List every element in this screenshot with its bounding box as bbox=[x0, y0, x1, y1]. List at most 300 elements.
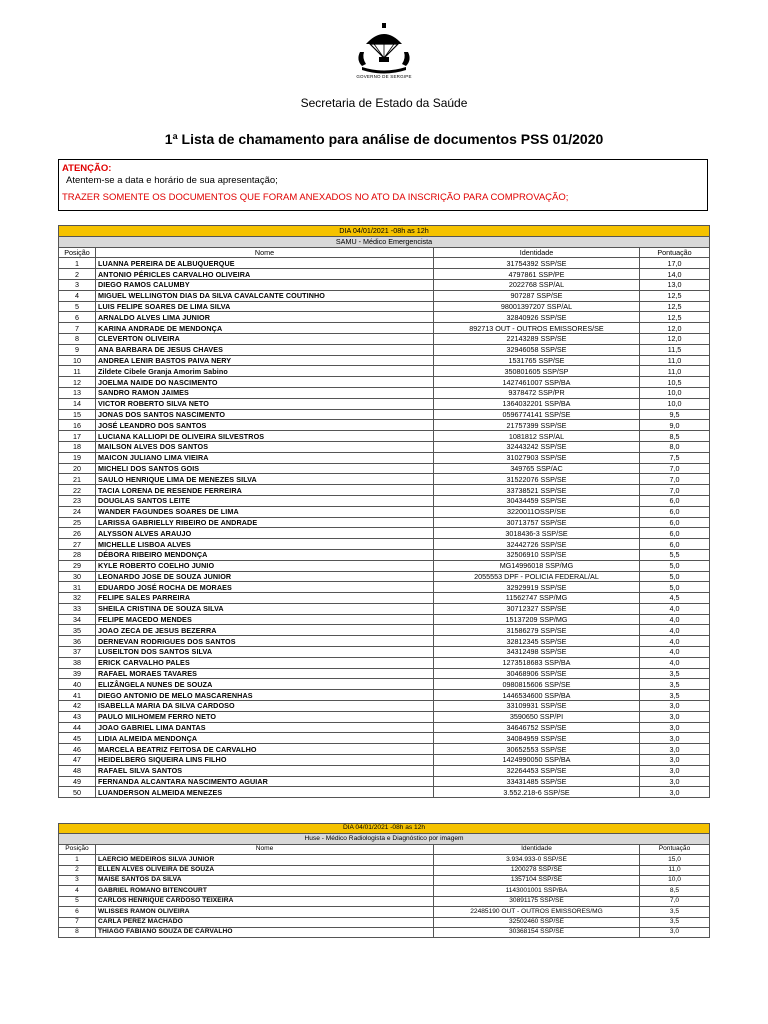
cell-identidade: 32506910 SSP/SE bbox=[434, 549, 640, 560]
cell-nome: LUCIANA KALLIOPI DE OLIVEIRA SILVESTROS bbox=[96, 431, 434, 442]
cell-identidade: 15137209 SSP/MG bbox=[434, 614, 640, 625]
table-row bbox=[59, 506, 710, 517]
cell-identidade: 11562747 SSP/MG bbox=[434, 593, 640, 604]
cell-posicao: 7 bbox=[59, 917, 96, 927]
table-row bbox=[59, 279, 710, 290]
cell-nome: DIEGO RAMOS CALUMBY bbox=[96, 279, 434, 290]
table-row bbox=[59, 668, 710, 679]
cell-posicao: 41 bbox=[59, 690, 96, 701]
cell-pontuacao: 8,5 bbox=[640, 431, 710, 442]
cell-nome: JONAS DOS SANTOS NASCIMENTO bbox=[96, 409, 434, 420]
cell-nome: MAILSON ALVES DOS SANTOS bbox=[96, 441, 434, 452]
samu-table bbox=[58, 225, 710, 798]
cell-pontuacao: 10,0 bbox=[640, 875, 710, 885]
cell-posicao: 13 bbox=[59, 387, 96, 398]
day-header-row bbox=[59, 226, 710, 237]
cell-identidade: 30712327 SSP/SE bbox=[434, 603, 640, 614]
cell-nome: GABRIEL ROMANO BITENCOURT bbox=[96, 886, 434, 896]
cell-identidade: 1273518683 SSP/BA bbox=[434, 657, 640, 668]
cell-nome: LARISSA GABRIELLY RIBEIRO DE ANDRADE bbox=[96, 517, 434, 528]
cell-nome: LAERCIO MEDEIROS SILVA JUNIOR bbox=[96, 855, 434, 865]
specialty-header-row bbox=[59, 236, 710, 247]
table-row bbox=[59, 495, 710, 506]
cell-nome: WLISSES RAMON OLIVEIRA bbox=[96, 907, 434, 917]
cell-pontuacao: 3,0 bbox=[640, 711, 710, 722]
cell-posicao: 33 bbox=[59, 603, 96, 614]
cell-pontuacao: 5,0 bbox=[640, 571, 710, 582]
cell-identidade: 32929919 SSP/SE bbox=[434, 582, 640, 593]
cell-pontuacao: 12,0 bbox=[640, 333, 710, 344]
table-row bbox=[59, 647, 710, 658]
cell-nome: DOUGLAS SANTOS LEITE bbox=[96, 495, 434, 506]
cell-pontuacao: 9,0 bbox=[640, 420, 710, 431]
cell-identidade: 3220011OSSP/SE bbox=[434, 506, 640, 517]
cell-identidade: 3018436-3 SSP/SE bbox=[434, 528, 640, 539]
cell-nome: ALYSSON ALVES ARAUJO bbox=[96, 528, 434, 539]
table-row bbox=[59, 409, 710, 420]
table-row bbox=[59, 290, 710, 301]
cell-pontuacao: 3,0 bbox=[640, 701, 710, 712]
cell-pontuacao: 4,0 bbox=[640, 636, 710, 647]
cell-pontuacao: 12,5 bbox=[640, 290, 710, 301]
cell-posicao: 32 bbox=[59, 593, 96, 604]
cell-posicao: 27 bbox=[59, 539, 96, 550]
cell-pontuacao: 3,5 bbox=[640, 668, 710, 679]
cell-nome: DIEGO ANTONIO DE MELO MASCARENHAS bbox=[96, 690, 434, 701]
cell-posicao: 28 bbox=[59, 549, 96, 560]
cell-pontuacao: 4,0 bbox=[640, 657, 710, 668]
cell-pontuacao: 7,0 bbox=[640, 474, 710, 485]
cell-posicao: 6 bbox=[59, 907, 96, 917]
cell-pontuacao: 7,0 bbox=[640, 485, 710, 496]
cell-identidade: 2022768 SSP/AL bbox=[434, 279, 640, 290]
cell-nome: ARNALDO ALVES LIMA JUNIOR bbox=[96, 312, 434, 323]
cell-posicao: 34 bbox=[59, 614, 96, 625]
table-row bbox=[59, 377, 710, 388]
cell-nome: FERNANDA ALCANTARA NASCIMENTO AGUIAR bbox=[96, 776, 434, 787]
day-header-row bbox=[59, 824, 710, 834]
cell-identidade: 34084959 SSP/SE bbox=[434, 733, 640, 744]
cell-posicao: 8 bbox=[59, 333, 96, 344]
table-row bbox=[59, 344, 710, 355]
cell-nome: LUANDERSON ALMEIDA MENEZES bbox=[96, 787, 434, 798]
cell-identidade: 34646752 SSP/SE bbox=[434, 722, 640, 733]
cell-posicao: 4 bbox=[59, 886, 96, 896]
cell-posicao: 47 bbox=[59, 755, 96, 766]
cell-nome: SHEILA CRISTINA DE SOUZA SILVA bbox=[96, 603, 434, 614]
cell-posicao: 49 bbox=[59, 776, 96, 787]
table-row bbox=[59, 301, 710, 312]
table-row bbox=[59, 690, 710, 701]
secretaria-heading: Secretaria de Estado da Saúde bbox=[300, 96, 468, 110]
cell-posicao: 10 bbox=[59, 355, 96, 366]
cell-pontuacao: 3,0 bbox=[640, 765, 710, 776]
cell-nome: HEIDELBERG SIQUEIRA LINS FILHO bbox=[96, 755, 434, 766]
table-row bbox=[59, 582, 710, 593]
cell-nome: RAFAEL SILVA SANTOS bbox=[96, 765, 434, 776]
table-row bbox=[59, 474, 710, 485]
cell-posicao: 19 bbox=[59, 452, 96, 463]
cell-nome: LEONARDO JOSE DE SOUZA JUNIOR bbox=[96, 571, 434, 582]
cell-pontuacao: 6,0 bbox=[640, 517, 710, 528]
table-row bbox=[59, 603, 710, 614]
cell-nome: ANDREA LENIR BASTOS PAIVA NERY bbox=[96, 355, 434, 366]
cell-identidade: 30468906 SSP/SE bbox=[434, 668, 640, 679]
attention-label: ATENÇÃO: bbox=[62, 163, 112, 174]
cell-pontuacao: 13,0 bbox=[640, 279, 710, 290]
specialty-header: Huse - Médico Radiologista e Diagnóstico por imagem bbox=[59, 834, 710, 844]
cell-identidade: 30368154 SSP/SE bbox=[434, 927, 640, 937]
column-header-row bbox=[59, 844, 710, 854]
cell-posicao: 43 bbox=[59, 711, 96, 722]
day-header: DIA 04/01/2021 -08h as 12h bbox=[59, 824, 710, 834]
cell-posicao: 31 bbox=[59, 582, 96, 593]
cell-pontuacao: 14,0 bbox=[640, 269, 710, 280]
cell-pontuacao: 3,0 bbox=[640, 755, 710, 766]
cell-posicao: 37 bbox=[59, 647, 96, 658]
table-row bbox=[59, 927, 710, 937]
cell-identidade: 907287 SSP/SE bbox=[434, 290, 640, 301]
cell-nome: ELLEN ALVES OLIVEIRA DE SOUZA bbox=[96, 865, 434, 875]
cell-identidade: 1531765 SSP/SE bbox=[434, 355, 640, 366]
column-header-identidade: Identidade bbox=[434, 844, 640, 854]
cell-identidade: 33109931 SSP/SE bbox=[434, 701, 640, 712]
table-row bbox=[59, 485, 710, 496]
cell-posicao: 3 bbox=[59, 875, 96, 885]
cell-nome: SANDRO RAMON JAIMES bbox=[96, 387, 434, 398]
cell-identidade: 33738521 SSP/SE bbox=[434, 485, 640, 496]
cell-identidade: 32443242 SSP/SE bbox=[434, 441, 640, 452]
cell-nome: THIAGO FABIANO SOUZA DE CARVALHO bbox=[96, 927, 434, 937]
cell-posicao: 46 bbox=[59, 744, 96, 755]
cell-identidade: 30434459 SSP/SE bbox=[434, 495, 640, 506]
cell-identidade: 32264453 SSP/SE bbox=[434, 765, 640, 776]
cell-posicao: 2 bbox=[59, 865, 96, 875]
cell-posicao: 12 bbox=[59, 377, 96, 388]
cell-pontuacao: 12,0 bbox=[640, 323, 710, 334]
cell-posicao: 5 bbox=[59, 301, 96, 312]
table-row bbox=[59, 776, 710, 787]
cell-nome: MAISE SANTOS DA SILVA bbox=[96, 875, 434, 885]
cell-identidade: 1427461007 SSP/BA bbox=[434, 377, 640, 388]
column-header-row bbox=[59, 247, 710, 258]
cell-nome: KARINA ANDRADE DE MENDONÇA bbox=[96, 323, 434, 334]
cell-pontuacao: 8,0 bbox=[640, 441, 710, 452]
cell-nome: CARLOS HENRIQUE CARDOSO TEIXEIRA bbox=[96, 896, 434, 906]
attention-notice bbox=[58, 159, 708, 211]
cell-nome: WANDER FAGUNDES SOARES DE LIMA bbox=[96, 506, 434, 517]
table-row bbox=[59, 366, 710, 377]
cell-identidade: 98001397207 SSP/AL bbox=[434, 301, 640, 312]
cell-pontuacao: 8,5 bbox=[640, 886, 710, 896]
column-header-pontuacao: Pontuação bbox=[640, 844, 710, 854]
cell-nome: LUIS FELIPE SOARES DE LIMA SILVA bbox=[96, 301, 434, 312]
table-row bbox=[59, 571, 710, 582]
cell-posicao: 30 bbox=[59, 571, 96, 582]
table-row bbox=[59, 917, 710, 927]
table-row bbox=[59, 755, 710, 766]
table-row bbox=[59, 560, 710, 571]
cell-pontuacao: 5,0 bbox=[640, 582, 710, 593]
cell-identidade: 350801605 SSP/SP bbox=[434, 366, 640, 377]
table-row bbox=[59, 323, 710, 334]
documents-warning: TRAZER SOMENTE OS DOCUMENTOS QUE FORAM ANEXADOS NO ATO DA INSCRIÇÃO PARA COMPROVAÇÃO; bbox=[62, 192, 569, 203]
cell-pontuacao: 3,0 bbox=[640, 744, 710, 755]
cell-posicao: 9 bbox=[59, 344, 96, 355]
cell-pontuacao: 10,0 bbox=[640, 387, 710, 398]
column-header-pontuacao: Pontuação bbox=[640, 247, 710, 258]
table-row bbox=[59, 722, 710, 733]
cell-nome: JOSÉ LEANDRO DOS SANTOS bbox=[96, 420, 434, 431]
cell-posicao: 50 bbox=[59, 787, 96, 798]
cell-posicao: 25 bbox=[59, 517, 96, 528]
cell-identidade: 3.934.933-0 SSP/SE bbox=[434, 855, 640, 865]
cell-nome: PAULO MILHOMEM FERRO NETO bbox=[96, 711, 434, 722]
cell-identidade: 32946058 SSP/SE bbox=[434, 344, 640, 355]
table-row bbox=[59, 701, 710, 712]
cell-posicao: 22 bbox=[59, 485, 96, 496]
cell-pontuacao: 3,5 bbox=[640, 679, 710, 690]
cell-nome: JOAO GABRIEL LIMA DANTAS bbox=[96, 722, 434, 733]
cell-pontuacao: 3,5 bbox=[640, 690, 710, 701]
table-row bbox=[59, 657, 710, 668]
cell-pontuacao: 6,0 bbox=[640, 528, 710, 539]
table-row bbox=[59, 787, 710, 798]
cell-pontuacao: 4,5 bbox=[640, 593, 710, 604]
cell-nome: ANTONIO PÉRICLES CARVALHO OLIVEIRA bbox=[96, 269, 434, 280]
cell-pontuacao: 11,0 bbox=[640, 355, 710, 366]
cell-nome: MAICON JULIANO LIMA VIEIRA bbox=[96, 452, 434, 463]
table-row bbox=[59, 528, 710, 539]
cell-nome: MIGUEL WELLINGTON DIAS DA SILVA CAVALCANTE COUTINHO bbox=[96, 290, 434, 301]
table-row bbox=[59, 269, 710, 280]
cell-posicao: 15 bbox=[59, 409, 96, 420]
cell-identidade: 1364032201 SSP/BA bbox=[434, 398, 640, 409]
table-row bbox=[59, 452, 710, 463]
cell-nome: VICTOR ROBERTO SILVA NETO bbox=[96, 398, 434, 409]
cell-posicao: 1 bbox=[59, 258, 96, 269]
cell-pontuacao: 7,5 bbox=[640, 452, 710, 463]
table-row bbox=[59, 463, 710, 474]
table-row bbox=[59, 355, 710, 366]
cell-identidade: 1081812 SSP/AL bbox=[434, 431, 640, 442]
table-row bbox=[59, 333, 710, 344]
cell-posicao: 38 bbox=[59, 657, 96, 668]
table-row bbox=[59, 907, 710, 917]
cell-identidade: 1357104 SSP/SE bbox=[434, 875, 640, 885]
cell-pontuacao: 11,0 bbox=[640, 865, 710, 875]
cell-posicao: 39 bbox=[59, 668, 96, 679]
cell-nome: KYLE ROBERTO COELHO JUNIO bbox=[96, 560, 434, 571]
cell-pontuacao: 10,5 bbox=[640, 377, 710, 388]
cell-identidade: 31522076 SSP/SE bbox=[434, 474, 640, 485]
cell-posicao: 3 bbox=[59, 279, 96, 290]
cell-posicao: 24 bbox=[59, 506, 96, 517]
cell-posicao: 16 bbox=[59, 420, 96, 431]
cell-nome: ELIZÂNGELA NUNES DE SOUZA bbox=[96, 679, 434, 690]
huse-table bbox=[58, 823, 710, 938]
cell-posicao: 2 bbox=[59, 269, 96, 280]
table-row bbox=[59, 593, 710, 604]
cell-identidade: 34312498 SSP/SE bbox=[434, 647, 640, 658]
cell-identidade: 4797861 SSP/PE bbox=[434, 269, 640, 280]
cell-pontuacao: 4,0 bbox=[640, 647, 710, 658]
cell-identidade: 32812345 SSP/SE bbox=[434, 636, 640, 647]
cell-identidade: 1446534600 SSP/BA bbox=[434, 690, 640, 701]
cell-nome: SAULO HENRIQUE LIMA DE MENEZES SILVA bbox=[96, 474, 434, 485]
cell-pontuacao: 6,0 bbox=[640, 539, 710, 550]
cell-identidade: 0596774141 SSP/SE bbox=[434, 409, 640, 420]
cell-pontuacao: 3,0 bbox=[640, 722, 710, 733]
cell-pontuacao: 6,0 bbox=[640, 506, 710, 517]
cell-nome: FELIPE MACEDO MENDES bbox=[96, 614, 434, 625]
cell-pontuacao: 11,5 bbox=[640, 344, 710, 355]
cell-pontuacao: 7,0 bbox=[640, 463, 710, 474]
sergipe-coat-of-arms-icon bbox=[352, 22, 416, 74]
cell-pontuacao: 3,5 bbox=[640, 917, 710, 927]
specialty-header: SAMU - Médico Emergencista bbox=[59, 236, 710, 247]
cell-identidade: 21757399 SSP/SE bbox=[434, 420, 640, 431]
cell-posicao: 5 bbox=[59, 896, 96, 906]
cell-identidade: 22485190 OUT - OUTROS EMISSORES/MG bbox=[434, 907, 640, 917]
column-header-nome: Nome bbox=[96, 844, 434, 854]
cell-nome: JOAO ZECA DE JESUS BEZERRA bbox=[96, 625, 434, 636]
column-header-nome: Nome bbox=[96, 247, 434, 258]
column-header-posicao: Posição bbox=[59, 247, 96, 258]
cell-pontuacao: 9,5 bbox=[640, 409, 710, 420]
list-title: 1ª Lista de chamamento para análise de documentos PSS 01/2020 bbox=[164, 131, 604, 147]
cell-pontuacao: 7,0 bbox=[640, 896, 710, 906]
cell-pontuacao: 15,0 bbox=[640, 855, 710, 865]
cell-posicao: 29 bbox=[59, 560, 96, 571]
cell-nome: CARLA PEREZ MACHADO bbox=[96, 917, 434, 927]
table-row bbox=[59, 539, 710, 550]
cell-posicao: 26 bbox=[59, 528, 96, 539]
cell-pontuacao: 3,0 bbox=[640, 776, 710, 787]
cell-nome: LIDIA ALMEIDA MENDONÇA bbox=[96, 733, 434, 744]
cell-pontuacao: 3,0 bbox=[640, 787, 710, 798]
table-row bbox=[59, 258, 710, 269]
cell-identidade: 2055553 DPF - POLICIA FEDERAL/AL bbox=[434, 571, 640, 582]
cell-identidade: 30713757 SSP/SE bbox=[434, 517, 640, 528]
cell-identidade: 1424990050 SSP/BA bbox=[434, 755, 640, 766]
cell-identidade: 32442726 SSP/SE bbox=[434, 539, 640, 550]
cell-pontuacao: 10,0 bbox=[640, 398, 710, 409]
cell-pontuacao: 5,5 bbox=[640, 549, 710, 560]
table-row bbox=[59, 744, 710, 755]
cell-nome: CLEVERTON OLIVEIRA bbox=[96, 333, 434, 344]
column-header-posicao: Posição bbox=[59, 844, 96, 854]
cell-pontuacao: 4,0 bbox=[640, 603, 710, 614]
cell-nome: ANA BARBARA DE JESUS CHAVES bbox=[96, 344, 434, 355]
cell-identidade: 30891175 SSP/SE bbox=[434, 896, 640, 906]
cell-pontuacao: 12,5 bbox=[640, 301, 710, 312]
table-row bbox=[59, 636, 710, 647]
cell-posicao: 42 bbox=[59, 701, 96, 712]
table-row bbox=[59, 441, 710, 452]
cell-identidade: 33431485 SSP/SE bbox=[434, 776, 640, 787]
table-row bbox=[59, 875, 710, 885]
table-row bbox=[59, 614, 710, 625]
cell-pontuacao: 3,0 bbox=[640, 733, 710, 744]
specialty-header-row bbox=[59, 834, 710, 844]
cell-posicao: 6 bbox=[59, 312, 96, 323]
cell-posicao: 21 bbox=[59, 474, 96, 485]
cell-pontuacao: 6,0 bbox=[640, 495, 710, 506]
cell-identidade: 31754392 SSP/SE bbox=[434, 258, 640, 269]
cell-posicao: 44 bbox=[59, 722, 96, 733]
cell-posicao: 11 bbox=[59, 366, 96, 377]
cell-nome: Zildete Cibele Granja Amorim Sabino bbox=[96, 366, 434, 377]
cell-posicao: 35 bbox=[59, 625, 96, 636]
cell-identidade: 30652553 SSP/SE bbox=[434, 744, 640, 755]
cell-nome: DÉBORA RIBEIRO MENDONÇA bbox=[96, 549, 434, 560]
cell-nome: FELIPE SALES PARREIRA bbox=[96, 593, 434, 604]
cell-posicao: 7 bbox=[59, 323, 96, 334]
cell-nome: LUANNA PEREIRA DE ALBUQUERQUE bbox=[96, 258, 434, 269]
cell-identidade: 22143289 SSP/SE bbox=[434, 333, 640, 344]
cell-identidade: 32840926 SSP/SE bbox=[434, 312, 640, 323]
cell-pontuacao: 5,0 bbox=[640, 560, 710, 571]
cell-pontuacao: 4,0 bbox=[640, 625, 710, 636]
cell-nome: MICHELI DOS SANTOS GOIS bbox=[96, 463, 434, 474]
cell-identidade: MG14996018 SSP/MG bbox=[434, 560, 640, 571]
table-row bbox=[59, 420, 710, 431]
cell-nome: DERNEVAN RODRIGUES DOS SANTOS bbox=[96, 636, 434, 647]
cell-identidade: 349765 SSP/AC bbox=[434, 463, 640, 474]
cell-identidade: 3.552.218-6 SSP/SE bbox=[434, 787, 640, 798]
cell-posicao: 36 bbox=[59, 636, 96, 647]
attention-text: Atentem-se a data e horário de sua apresentação; bbox=[66, 175, 278, 186]
table-row bbox=[59, 625, 710, 636]
cell-posicao: 20 bbox=[59, 463, 96, 474]
cell-posicao: 18 bbox=[59, 441, 96, 452]
government-logo bbox=[352, 22, 416, 80]
cell-identidade: 31586279 SSP/SE bbox=[434, 625, 640, 636]
cell-pontuacao: 17,0 bbox=[640, 258, 710, 269]
table-row bbox=[59, 711, 710, 722]
table-row bbox=[59, 387, 710, 398]
cell-identidade: 9378472 SSP/PR bbox=[434, 387, 640, 398]
cell-identidade: 892713 OUT - OUTROS EMISSORES/SE bbox=[434, 323, 640, 334]
cell-nome: EDUARDO JOSÉ ROCHA DE MORAES bbox=[96, 582, 434, 593]
cell-pontuacao: 12,5 bbox=[640, 312, 710, 323]
table-row bbox=[59, 517, 710, 528]
cell-identidade: 3590650 SSP/PI bbox=[434, 711, 640, 722]
cell-nome: LUSEILTON DOS SANTOS SILVA bbox=[96, 647, 434, 658]
table-row bbox=[59, 855, 710, 865]
cell-posicao: 48 bbox=[59, 765, 96, 776]
cell-identidade: 32502460 SSP/SE bbox=[434, 917, 640, 927]
cell-nome: MARCELA BEATRIZ FEITOSA DE CARVALHO bbox=[96, 744, 434, 755]
table-row bbox=[59, 865, 710, 875]
cell-posicao: 1 bbox=[59, 855, 96, 865]
table-row bbox=[59, 733, 710, 744]
cell-posicao: 45 bbox=[59, 733, 96, 744]
table-row bbox=[59, 886, 710, 896]
table-row bbox=[59, 431, 710, 442]
cell-nome: TACIA LORENA DE RESENDE FERREIRA bbox=[96, 485, 434, 496]
cell-nome: RAFAEL MORAES TAVARES bbox=[96, 668, 434, 679]
day-header: DIA 04/01/2021 -08h as 12h bbox=[59, 226, 710, 237]
table-row bbox=[59, 896, 710, 906]
cell-identidade: 1143001001 SSP/BA bbox=[434, 886, 640, 896]
cell-nome: MICHELLE LISBOA ALVES bbox=[96, 539, 434, 550]
table-row bbox=[59, 679, 710, 690]
cell-nome: JOELMA NAIDE DO NASCIMENTO bbox=[96, 377, 434, 388]
cell-identidade: 1200278 SSP/SE bbox=[434, 865, 640, 875]
cell-identidade: 31027903 SSP/SE bbox=[434, 452, 640, 463]
